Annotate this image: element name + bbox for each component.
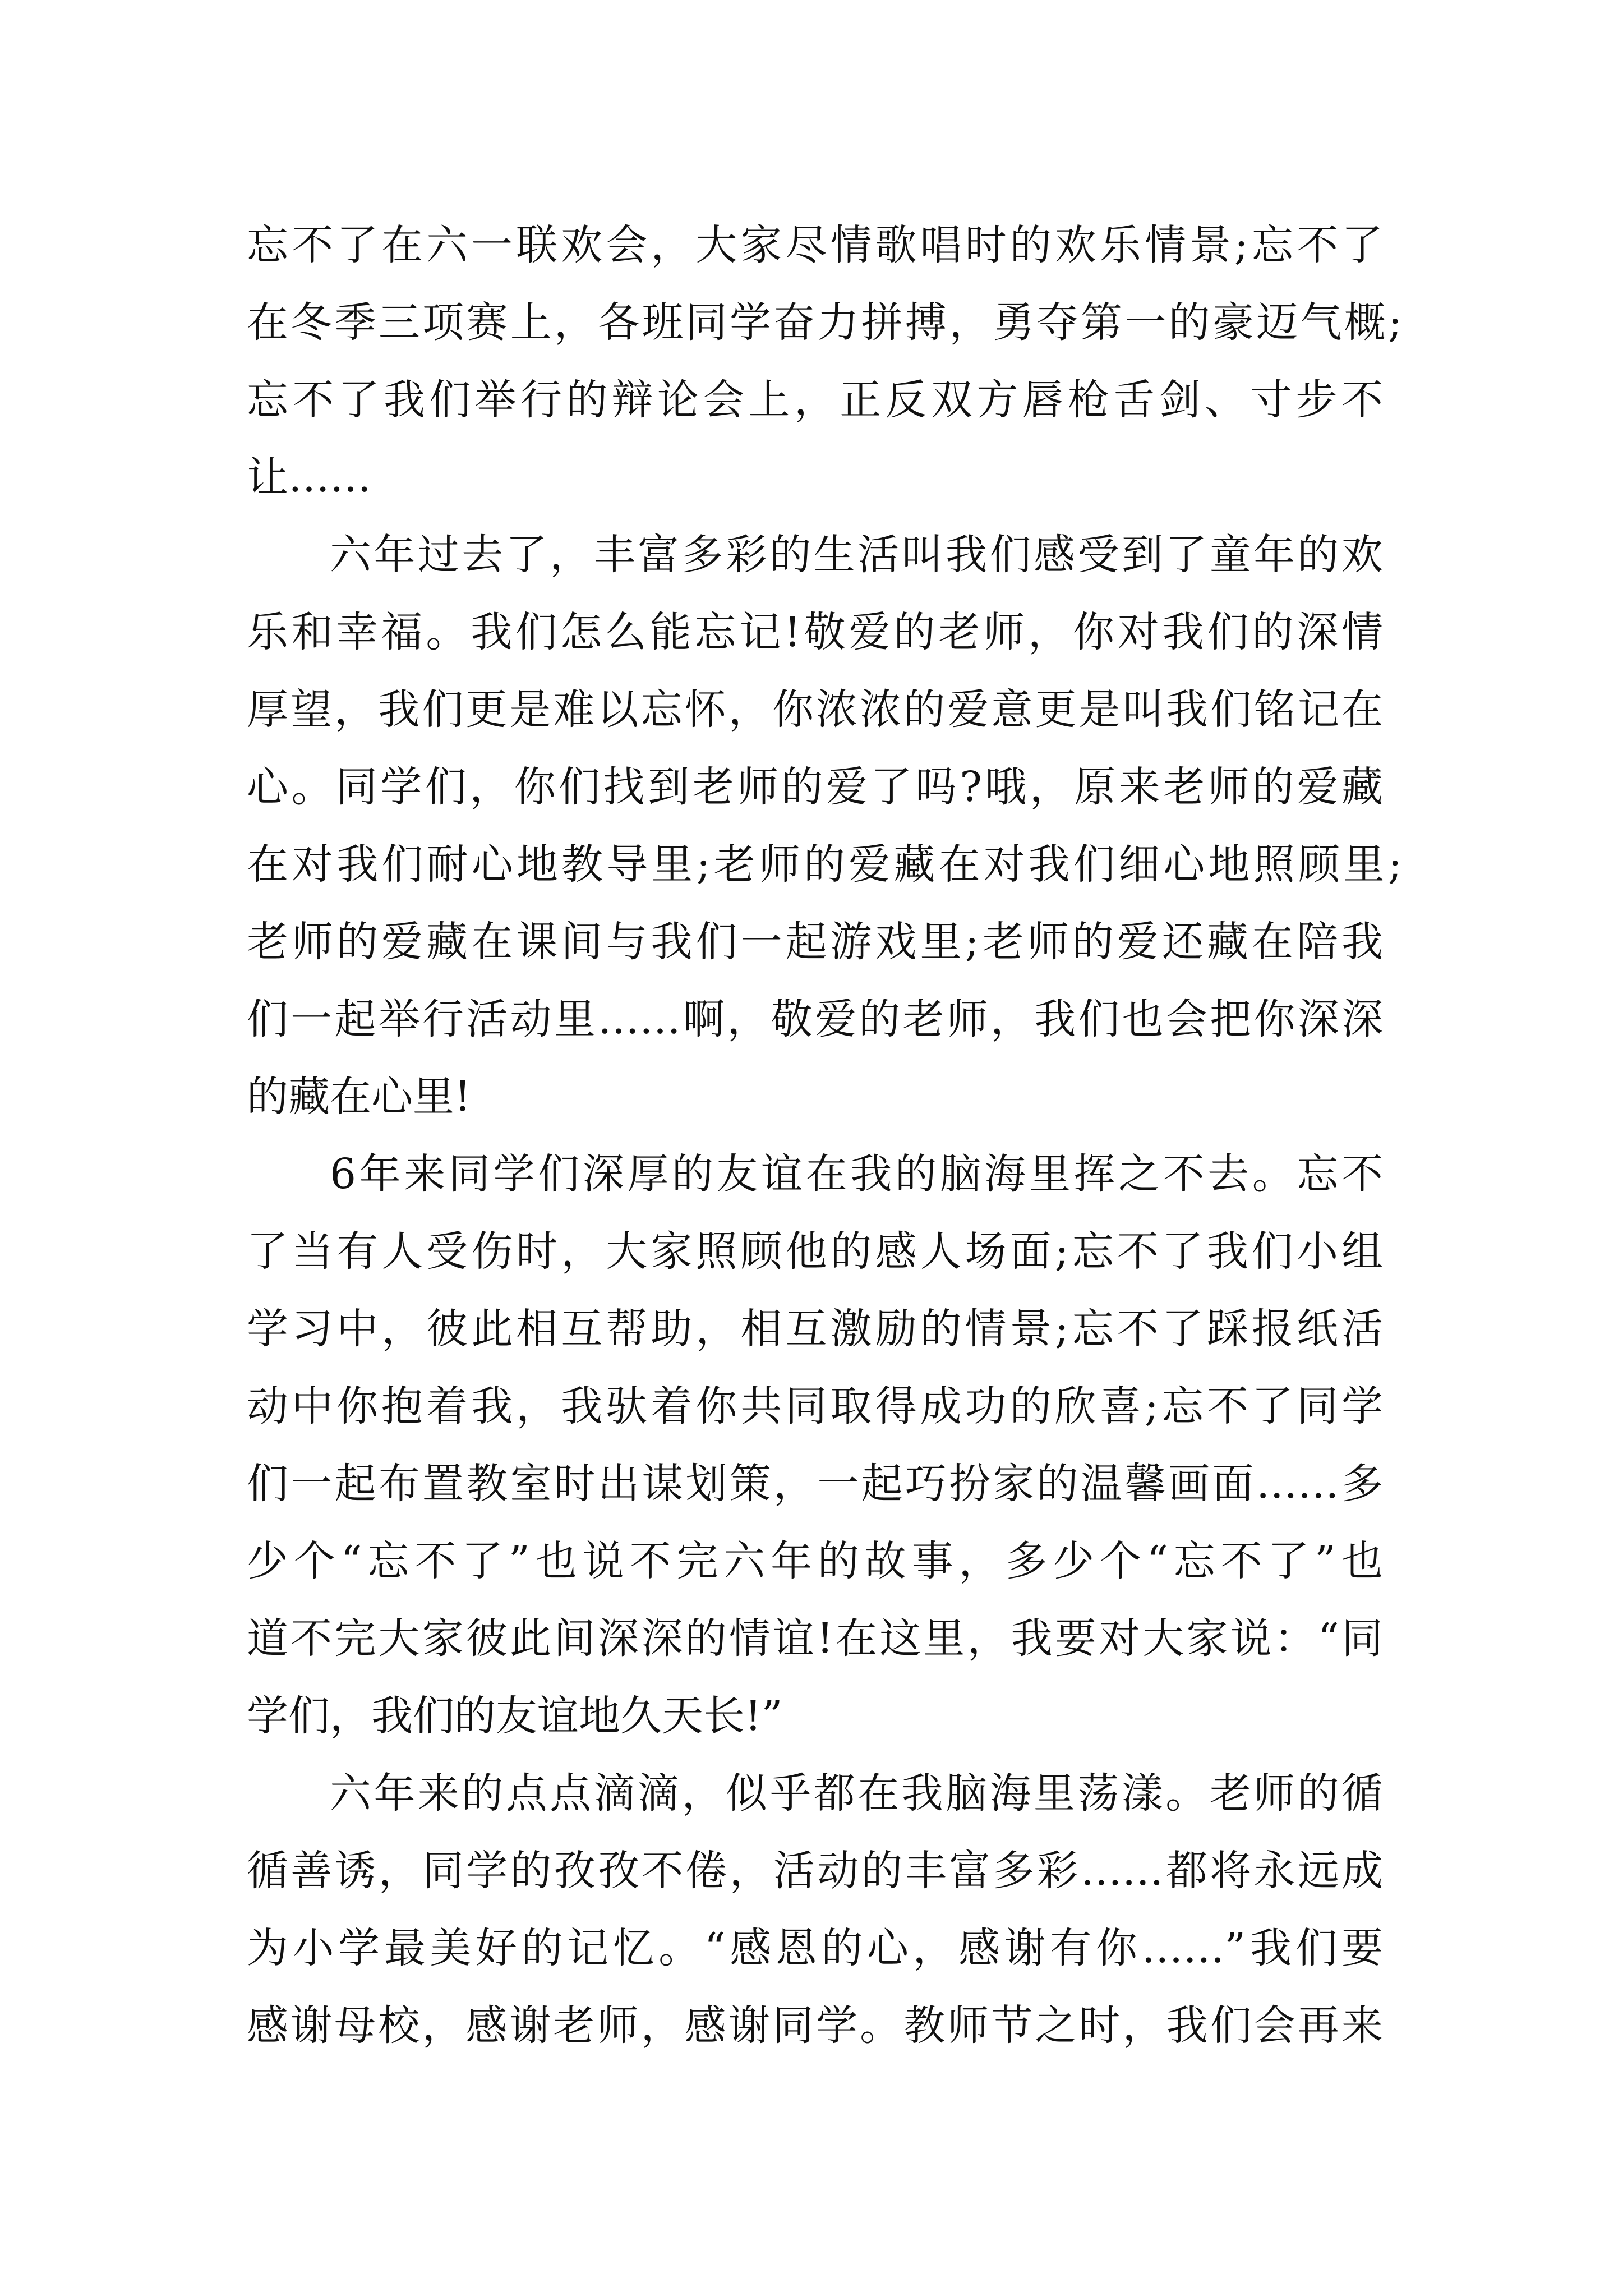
text-line: 循善诱，同学的孜孜不倦，活动的丰富多彩……都将永远成 xyxy=(247,1847,1383,1895)
text-line: 动中你抱着我，我驮着你共同取得成功的欣喜;忘不了同学 xyxy=(247,1382,1383,1430)
text-line: 心。同学们，你们找到老师的爱了吗?哦，原来老师的爱藏 xyxy=(247,763,1383,811)
text-line: 为小学最美好的记忆。“感恩的心，感谢有你……”我们要 xyxy=(247,1924,1383,1972)
text-line: 少个“忘不了”也说不完六年的故事，多少个“忘不了”也 xyxy=(247,1537,1383,1585)
text-line: 的藏在心里! xyxy=(247,1073,471,1121)
text-line: 道不完大家彼此间深深的情谊!在这里，我要对大家说：“同 xyxy=(247,1614,1383,1663)
text-line: 了当有人受伤时，大家照顾他的感人场面;忘不了我们小组 xyxy=(247,1227,1383,1276)
text-line: 乐和幸福。我们怎么能忘记!敬爱的老师，你对我们的深情 xyxy=(247,608,1383,656)
paragraph-first-line: 六年过去了，丰富多彩的生活叫我们感受到了童年的欢 xyxy=(330,531,1383,579)
paragraph-first-line: 6年来同学们深厚的友谊在我的脑海里挥之不去。忘不 xyxy=(330,1150,1383,1198)
text-line: 们一起布置教室时出谋划策，一起巧扮家的温馨画面……多 xyxy=(247,1460,1383,1508)
text-line: 感谢母校，感谢老师，感谢同学。教师节之时，我们会再来 xyxy=(247,2001,1383,2050)
text-line: 忘不了我们举行的辩论会上，正反双方唇枪舌剑、寸步不 xyxy=(247,376,1383,424)
text-line: 学习中，彼此相互帮助，相互激励的情景;忘不了踩报纸活 xyxy=(247,1305,1383,1353)
text-line: 让…… xyxy=(247,453,371,501)
text-line: 老师的爱藏在课间与我们一起游戏里;老师的爱还藏在陪我 xyxy=(247,918,1383,966)
text-line: 忘不了在六一联欢会，大家尽情歌唱时的欢乐情景;忘不了 xyxy=(247,221,1383,269)
text-line: 厚望，我们更是难以忘怀，你浓浓的爱意更是叫我们铭记在 xyxy=(247,685,1383,734)
text-line: 在对我们耐心地教导里;老师的爱藏在对我们细心地照顾里; xyxy=(247,840,1402,889)
text-line: 们一起举行活动里……啊，敬爱的老师，我们也会把你深深 xyxy=(247,995,1383,1043)
text-line: 学们，我们的友谊地久天长!” xyxy=(247,1692,783,1740)
text-line: 在冬季三项赛上，各班同学奋力拼搏，勇夺第一的豪迈气概; xyxy=(247,298,1402,347)
paragraph-first-line: 六年来的点点滴滴，似乎都在我脑海里荡漾。老师的循 xyxy=(330,1769,1383,1818)
